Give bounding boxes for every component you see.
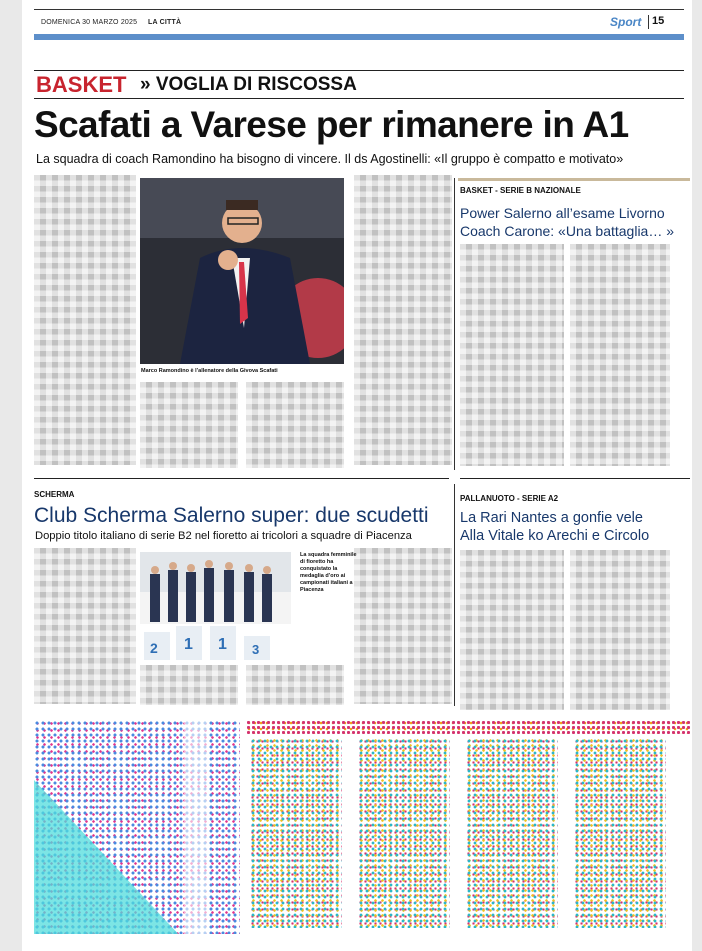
scherma-headline: Club Scherma Salerno super: due scudetti <box>34 504 429 527</box>
side-article-title <box>460 204 674 240</box>
ad-top-bar <box>246 720 690 734</box>
body-text-column <box>34 175 136 465</box>
body-text-column <box>570 244 670 466</box>
coach-photo <box>140 178 344 364</box>
scherma-subhead: Doppio titolo italiano di serie B2 nel fioretto ai tricolori a squadre di Piacenza <box>35 530 412 542</box>
section-rule <box>34 478 449 479</box>
pallanuoto-title <box>460 509 649 545</box>
ad-graphic-shape <box>34 780 184 934</box>
podium-number: 2 <box>150 640 158 656</box>
ad-column <box>466 738 558 928</box>
scherma-label: SCHERMA <box>34 490 75 499</box>
body-text-column <box>140 382 238 468</box>
body-text-column <box>570 550 670 710</box>
kicker-topic-text: VOGLIA DI RISCOSSA <box>155 74 357 95</box>
pallanuoto-title-line1: La Rari Nantes a gonfie vele <box>460 510 643 526</box>
side-article-label: BASKET - SERIE B NAZIONALE <box>460 186 581 195</box>
body-text-column <box>354 175 452 465</box>
newspaper-page <box>22 0 692 951</box>
header-page-number: 15 <box>652 15 665 27</box>
fencing-photo-caption: La squadra femminile di fioretto ha conquistato la medaglia d’oro ai campionati italiani a Piacenza <box>300 552 357 593</box>
podium-number: 3 <box>252 642 260 657</box>
header-date: DOMENICA 30 MARZO 2025 <box>41 19 138 26</box>
main-subhead: La squadra di coach Ramondino ha bisogno di vincere. Il ds Agostinelli: «Il gruppo è compatto e motivato» <box>36 152 624 166</box>
body-text-column <box>246 665 344 705</box>
body-text-column <box>34 548 136 704</box>
column-divider <box>454 178 455 470</box>
kicker-top-rule <box>34 70 684 71</box>
article-kicker-topic <box>140 74 357 96</box>
body-text-column <box>354 548 452 704</box>
header-band <box>34 34 684 40</box>
kicker-separator: » <box>140 74 151 95</box>
body-text-column <box>140 665 238 705</box>
fencing-team-photo <box>140 552 291 660</box>
ad-column <box>358 738 450 928</box>
advertisement-right <box>246 720 690 934</box>
header-paper-name: LA CITTÀ <box>148 19 182 26</box>
ad-graphic-stripe <box>184 720 208 934</box>
body-text-column <box>460 244 564 466</box>
body-text-column <box>460 550 564 710</box>
main-headline: Scafati a Varese per rimanere in A1 <box>34 104 629 145</box>
body-text-column <box>246 382 344 468</box>
header-section: Sport <box>610 15 642 29</box>
kicker-bottom-rule <box>34 98 684 99</box>
pallanuoto-title-line2: Alla Vitale ko Arechi e Circolo <box>460 528 650 544</box>
podium-number: 1 <box>184 636 193 653</box>
side-article-title-line2: Coach Carone: «Una battaglia… » <box>460 223 675 239</box>
podium-number: 1 <box>218 636 227 653</box>
ad-column <box>574 738 666 928</box>
header-separator <box>648 15 649 29</box>
section-rule <box>460 478 690 479</box>
fencing-team-image <box>140 552 291 660</box>
ad-column <box>250 738 342 928</box>
column-divider <box>454 484 455 706</box>
side-article-title-line1: Power Salerno all’esame Livorno <box>460 205 665 221</box>
coach-photo-image <box>140 178 344 364</box>
side-article-top-bar <box>458 178 690 181</box>
article-kicker: BASKET <box>36 72 127 97</box>
advertisement-left <box>34 720 240 934</box>
pallanuoto-label: PALLANUOTO - SERIE A2 <box>460 494 559 503</box>
coach-photo-caption: Marco Ramondino è l’allenatore della Givova Scafati <box>141 368 278 374</box>
header-top-rule <box>34 9 684 10</box>
